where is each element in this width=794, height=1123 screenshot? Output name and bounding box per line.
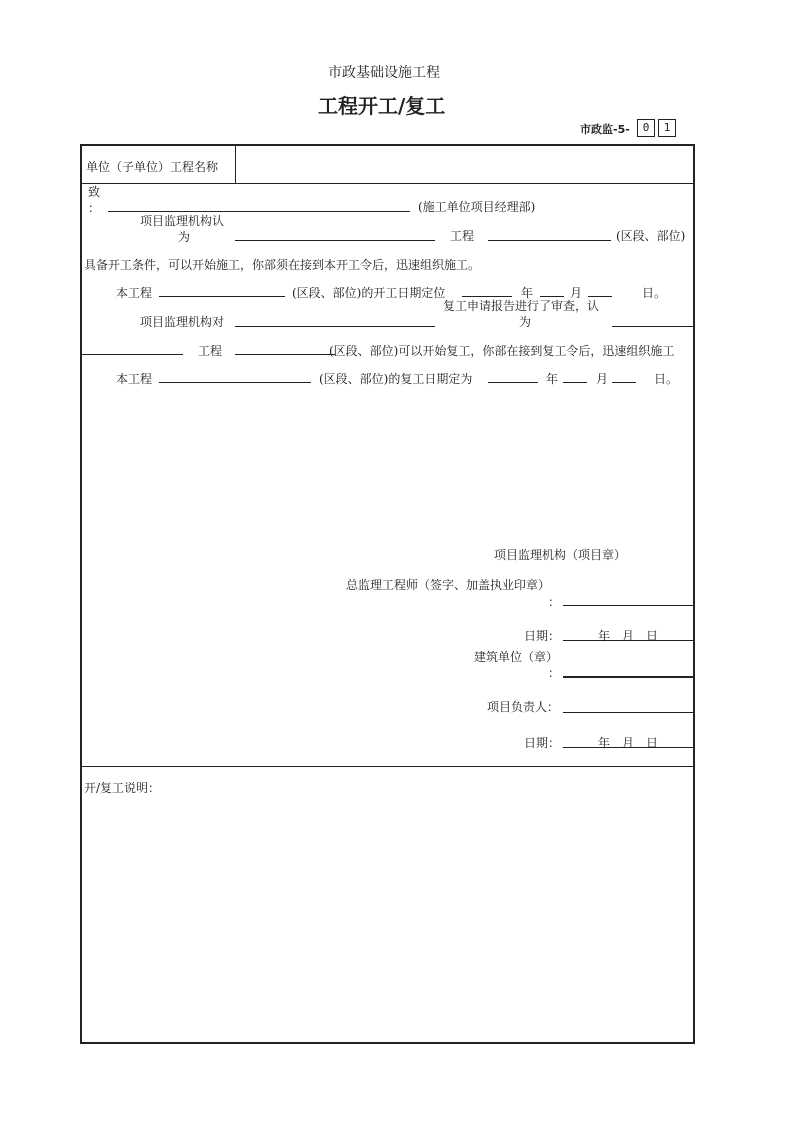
- builder-date-label: 日期：: [524, 736, 561, 750]
- project-name-field[interactable]: [240, 150, 690, 180]
- chief-engineer-label: 总监理工程师（签字、加盖执业印章）: [346, 578, 551, 592]
- start-year-label: 年: [521, 286, 534, 300]
- resume-date-mid: (区段、部位)的复工日期定为: [319, 372, 473, 386]
- project-name-label: 单位（子单位）工程名称: [86, 160, 219, 174]
- resume-opinion-field[interactable]: [612, 326, 694, 327]
- resume-day-label: 日。: [654, 372, 679, 386]
- form-code-digit-1: 0: [637, 119, 655, 137]
- start-month-label: 月: [570, 286, 583, 300]
- line1-project-label: 工程: [450, 229, 475, 243]
- resume-project-field-b[interactable]: [235, 354, 335, 355]
- start-section-field[interactable]: [488, 240, 611, 241]
- resume-day-field[interactable]: [612, 382, 636, 383]
- project-name-divider: [235, 146, 236, 184]
- notes-area[interactable]: [84, 800, 690, 1038]
- start-day-label: 日。: [642, 286, 667, 300]
- form-code-digit-2: 1: [658, 119, 676, 137]
- line5-project-label: 工程: [198, 344, 223, 358]
- supervisor-considers-a: 项目监理机构认: [140, 214, 225, 228]
- to-colon: ：: [88, 201, 101, 215]
- resume-review-c: 为: [519, 315, 532, 329]
- project-leader-signature-field[interactable]: [563, 712, 694, 713]
- project-name-row-bottom: [81, 183, 694, 184]
- form-code: 市政监-5-: [580, 123, 630, 136]
- notes-label: 开/复工说明：: [84, 781, 161, 795]
- resume-contractor-field[interactable]: [235, 326, 435, 327]
- start-condition-text: 具备开工条件，可以开始施工，你部须在接到本开工令后，迅速组织施工。: [84, 258, 481, 272]
- resume-date-project-field[interactable]: [159, 382, 311, 383]
- notes-divider: [81, 766, 694, 767]
- resume-month-label: 月: [596, 372, 609, 386]
- builder-unit-colon: ：: [548, 666, 561, 680]
- builder-unit-stamp-field[interactable]: [563, 676, 694, 678]
- chief-engineer-signature-field[interactable]: [563, 605, 694, 606]
- form-subtitle: 市政基础设施工程: [328, 65, 440, 81]
- supervisor-date-value: 年 月 日: [598, 629, 659, 643]
- resume-review-b: 复工申请报告进行了审查，认: [443, 299, 600, 313]
- to-label: 致: [88, 185, 101, 199]
- line1-section-label: (区段、部位): [616, 229, 686, 243]
- resume-project-field-a[interactable]: [81, 354, 183, 355]
- start-date-project-field[interactable]: [159, 296, 285, 297]
- supervisor-org-stamp-label: 项目监理机构（项目章）: [494, 548, 627, 562]
- resume-review-a: 项目监理机构对: [140, 315, 225, 329]
- builder-unit-label: 建筑单位（章）: [474, 650, 559, 664]
- resume-condition-text: (区段、部位)可以开始复工，你部在接到复工令后，迅速组织施工: [329, 344, 675, 358]
- supervisor-date-label: 日期：: [524, 629, 561, 643]
- resume-month-field[interactable]: [563, 382, 587, 383]
- resume-year-field[interactable]: [488, 382, 538, 383]
- project-leader-label: 项目负责人：: [487, 700, 560, 714]
- start-project-name-field[interactable]: [235, 240, 435, 241]
- resume-date-prefix: 本工程: [116, 372, 153, 386]
- start-date-prefix: 本工程: [116, 286, 153, 300]
- frame-bottom-border: [80, 1042, 695, 1044]
- frame-right-border: [693, 144, 695, 1044]
- resume-year-label: 年: [546, 372, 559, 386]
- frame-left-border: [80, 144, 82, 1044]
- builder-date-value: 年 月 日: [598, 736, 659, 750]
- frame-top-border: [80, 144, 695, 146]
- start-date-mid: (区段、部位)的开工日期定位: [292, 286, 446, 300]
- to-suffix: (施工单位项目经理部): [418, 200, 536, 214]
- supervisor-considers-b: 为: [178, 230, 191, 244]
- form-title: 工程开工/复工: [318, 94, 446, 118]
- chief-engineer-colon: ：: [548, 595, 561, 609]
